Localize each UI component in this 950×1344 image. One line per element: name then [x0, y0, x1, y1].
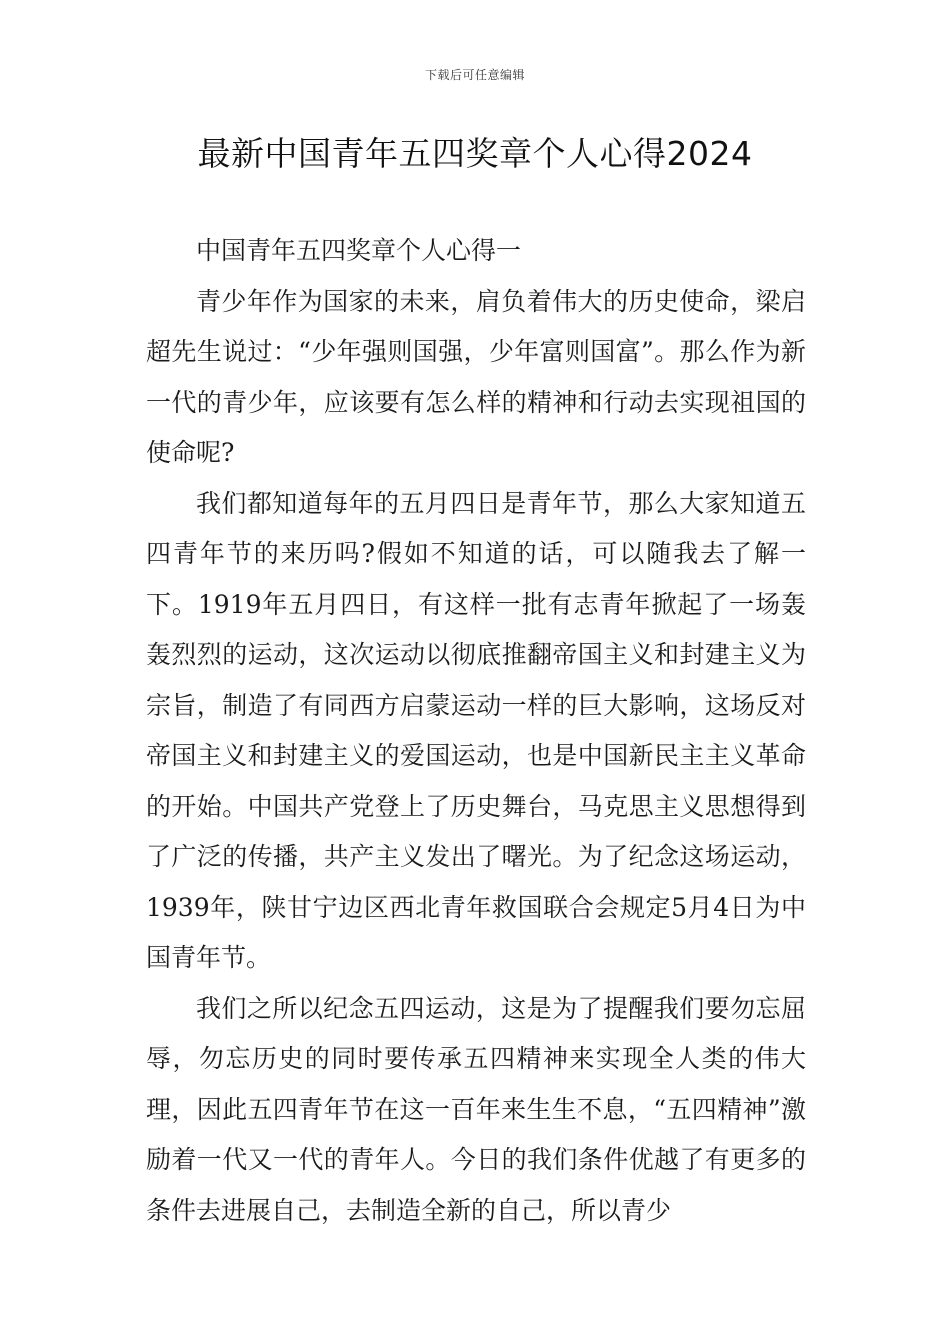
paragraph: 青少年作为国家的未来，肩负着伟大的历史使命，梁启超先生说过：“少年强则国强，少年富则国富”。那么作为新一代的青少年，应该要有怎么样的精神和行动去实现祖国的使命呢?: [146, 286, 806, 467]
section-heading: 中国青年五四奖章个人心得一: [196, 236, 522, 265]
document-title: 最新中国青年五四奖章个人心得2024: [197, 134, 753, 173]
paragraph: 我们都知道每年的五月四日是青年节，那么大家知道五四青年节的来历吗?假如不知道的话，可以随我去了解一下。1919年五月四日，有这样一批有志青年掀起了一场轰轰烈烈的运动，这次运动以彻底推翻帝国主义和封建主义为宗旨，制造了有同西方启蒙运动一样的巨大影响，这场反对帝国主义和封建主义的爱国运动，也是中国新民主主义革命的开始。中国共产党登上了历史舞台，马克思主义思想得到了广泛的传播，共产主义发出了曙光。为了纪念这场运动，1939年，陕甘宁边区西北青年救国联合会规定5月4日为中国青年节。: [146, 488, 806, 972]
paragraph: 我们之所以纪念五四运动，这是为了提醒我们要勿忘屈辱，勿忘历史的同时要传承五四精神来实现全人类的伟大理，因此五四青年节在这一百年来生生不息，“五四精神”激励着一代又一代的青年人。今日的我们条件优越了有更多的条件去进展自己，去制造全新的自己，所以青少: [146, 993, 806, 1225]
header-note: 下载后可任意编辑: [424, 68, 525, 82]
document-body: [146, 226, 806, 1236]
